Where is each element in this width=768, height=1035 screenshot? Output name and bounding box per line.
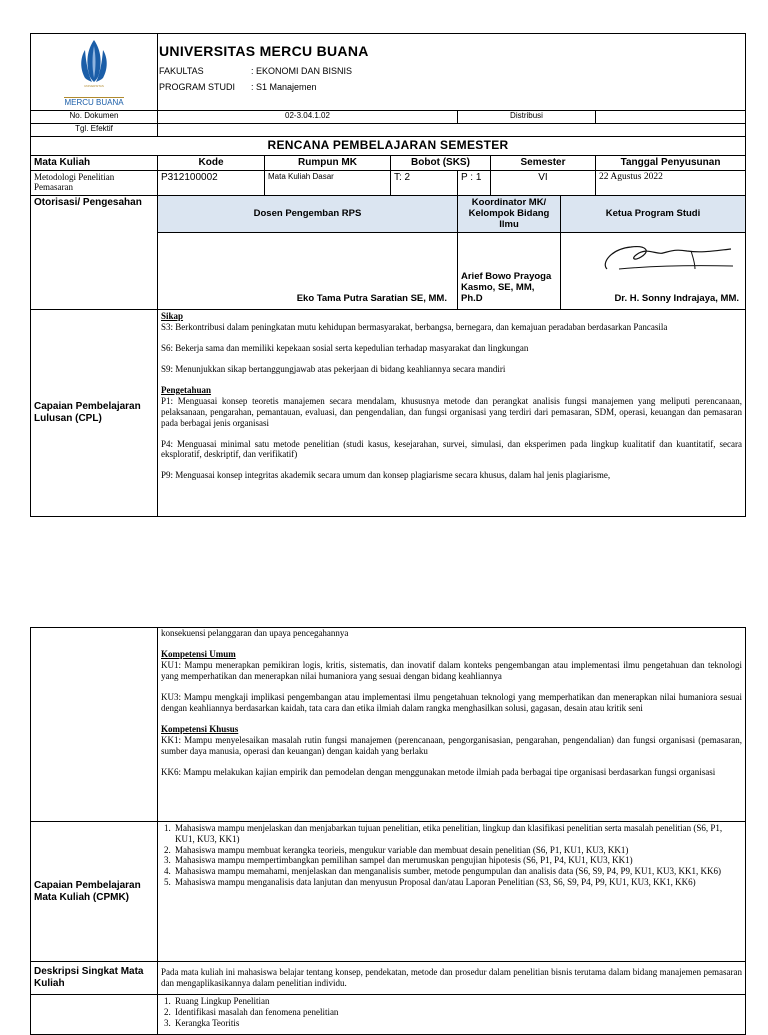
ku-title: Kompetensi Umum xyxy=(161,648,236,659)
cpmk-item: 5. Mahasiswa mampu menganalisis data lanjutan dan menyusun Proposal dan/atau Laporan Penelitian (S3, S6, S9, P4, P9, KU1, KU3, KK1, KK6) xyxy=(173,877,742,888)
document-page-1 xyxy=(30,33,745,517)
effective-date-value xyxy=(158,123,746,136)
cpl-s6: S6: Bekerja sama dan memiliki kepekaan sosial serta kepedulian terhadap masyarakat dan lingkungan xyxy=(161,342,529,353)
cpl-label: Capaian Pembelajaran Lulusan (CPL) xyxy=(31,309,158,516)
sikap-title: Sikap xyxy=(161,310,184,321)
cpmk-item: 1. Mahasiswa mampu menjelaskan dan menjabarkan tujuan penelitian, etika penelitian, lingkup dan klasifikasi penelitian serta masalah penelitian (S6, P1, KU1, KU3, KK1) xyxy=(173,823,742,845)
head-name: Dr. H. Sonny Indrajaya, MM. xyxy=(614,293,740,305)
document-page-2 xyxy=(30,627,745,1035)
cpl-p1: P1: Menguasai konsep teoretis manajemen secara mendalam, khususnya metode dan perangkat analisis fungsi manajemen yang meliputi perencanaan, pelaksanaan, pengarahan, pemantauan, evaluasi, dan pengendalian, dan fungsi organisasi yang terdiri dari pemasaran, SDM, operasi, keuangan dan pemasaran pada berbagai jenis organisasi xyxy=(161,395,743,428)
mercu-buana-logo-icon xyxy=(59,36,129,94)
kk-title: Kompetensi Khusus xyxy=(161,723,239,734)
effective-date-label: Tgl. Efektif xyxy=(31,123,158,136)
course-semester: VI xyxy=(491,170,596,195)
cpmk-label: Capaian Pembelajaran Mata Kuliah (CPMK) xyxy=(31,822,158,962)
cpl-s9: S9: Menunjukkan sikap bertanggungjawab atas pekerjaan di bidang keahliannya secara mandiri xyxy=(161,363,506,374)
dev-header: Dosen Pengemban RPS xyxy=(158,195,458,232)
col-credit: Bobot (SKS) xyxy=(391,155,491,170)
dev-name: Eko Tama Putra Saratian SE, MM. xyxy=(158,232,458,309)
col-code: Kode xyxy=(158,155,265,170)
credit-practice: P : 1 xyxy=(458,170,491,195)
pengetahuan-title: Pengetahuan xyxy=(161,384,212,395)
document-title: RENCANA PEMBELAJARAN SEMESTER xyxy=(31,136,746,155)
cpl-content-cont xyxy=(158,628,746,822)
coord-header: Koordinator MK/ Kelompok Bidang Ilmu xyxy=(458,195,561,232)
col-course: Mata Kuliah xyxy=(31,155,158,170)
cpl-kk1: KK1: Mampu menyelesaikan masalah rutin fungsi manajemen (perencanaan, pengorganisasian, pengarahan, pengendalian) dan fungsi organisasi (pemasaran, sumber daya manusia, operasi dan keuangan) dengan kaidah yang berlaku xyxy=(161,734,742,756)
course-name: Metodologi Penelitian Pemasaran xyxy=(31,170,158,195)
head-signature-cell xyxy=(561,232,746,309)
topics-label xyxy=(31,995,158,1035)
distribution-label: Distribusi xyxy=(458,110,596,123)
col-semester: Semester xyxy=(491,155,596,170)
logo-cell xyxy=(31,34,158,111)
logo-text: MERCU BUANA xyxy=(64,97,124,107)
university-info-cell xyxy=(158,34,746,111)
cpl-label-cont xyxy=(31,628,158,822)
cpl-p9: P9: Menguasai konsep integritas akademik secara umum dan konsep plagiarisme secara khusus, dalam hal jenis plagiarisme, xyxy=(161,470,611,481)
course-group: Mata Kuliah Dasar xyxy=(265,170,391,195)
doc-no-label: No. Dokumen xyxy=(31,110,158,123)
program-value: : S1 Manajemen xyxy=(251,81,317,92)
course-date: 22 Agustus 2022 xyxy=(596,170,746,195)
course-code: P312100002 xyxy=(158,170,265,195)
topics-content xyxy=(158,995,746,1035)
coord-name: Arief Bowo Prayoga Kasmo, SE, MM, Ph.D xyxy=(458,232,561,309)
description-text: Pada mata kuliah ini mahasiswa belajar tentang konsep, pendekatan, metode dan prosedur dalam penelitian bisnis terutama dalam bidang manajemen pemasaran dan mengaplikasikannya dalam penelitian individu. xyxy=(161,967,742,988)
cpmk-item: 2. Mahasiswa mampu membuat kerangka teorieis, mengukur variable dan membuat desain penelitian (S6, P1, KU1, KU3, KK1) xyxy=(173,845,742,856)
rps-header-table xyxy=(30,33,746,517)
col-date: Tanggal Penyusunan xyxy=(596,155,746,170)
signature-icon xyxy=(591,239,741,283)
topic-item: 2. Identifikasi masalah dan fenomena penelitian xyxy=(173,1007,742,1018)
university-name: UNIVERSITAS MERCU BUANA xyxy=(159,43,369,59)
cpmk-content xyxy=(158,822,746,962)
cpl-kk6: KK6: Mampu melakukan kajian empirik dan pemodelan dengan menggunakan metode ilmiah pada berbagai tipe organisasi berdasarkan fungsi organisasi xyxy=(161,766,716,777)
head-header: Ketua Program Studi xyxy=(561,195,746,232)
cpl-ku1: KU1: Mampu menerapkan pemikiran logis, kritis, sistematis, dan inovatif dalam konteks pengembangan atau implementasi ilmu pengetahuan dan teknologi yang memperhatikan dan menerapkan nilai humaniora yang sesuai dengan bidang keahliannya xyxy=(161,659,742,681)
faculty-value: : EKONOMI DAN BISNIS xyxy=(251,65,353,76)
col-group: Rumpun MK xyxy=(265,155,391,170)
description-label: Deskripsi Singkat Mata Kuliah xyxy=(31,962,158,995)
program-label: PROGRAM STUDI xyxy=(159,81,236,92)
cpl-ku3: KU3: Mampu mengkaji implikasi pengembangan atau implementasi ilmu pengetahuan teknologi yang memperhatikan dan menerapkan nilai humaniora sesuai dengan keahliannya berdasarkan kaidah, tata cara dan etika ilmiah dalam rangka menghasilkan solusi, gagasan, desain atau kritik seni xyxy=(161,691,742,713)
rps-continuation-table xyxy=(30,627,746,1035)
doc-no-value: 02-3.04.1.02 xyxy=(158,110,458,123)
cpl-p9-cont: konsekuensi pelanggaran dan upaya pencegahannya xyxy=(161,628,349,638)
logo-subtext: UNIVERSITAS xyxy=(84,84,104,88)
cpl-p4: P4: Menguasai minimal satu metode penelitian (studi kasus, kesejarahan, survei, simulasi, dan eksperimen pada lingkup kualitatif dan kuantitatif, secara eksploratif, deskriptif, dan verifikatif) xyxy=(161,438,743,460)
cpmk-list xyxy=(161,823,742,888)
topic-item: 1. Ruang Lingkup Penelitian xyxy=(173,996,742,1007)
cpmk-item: 4. Mahasiswa mampu memahami, menjelaskan dan menganalisis sumber, metode pengumpulan dan analisis data (S6, S9, P4, P9, KU1, KU3, KK1, KK6) xyxy=(173,866,742,877)
approval-label: Otorisasi/ Pengesahan xyxy=(31,195,158,309)
credit-theory: T: 2 xyxy=(391,170,458,195)
cpmk-item: 3. Mahasiswa mampu mempertimbangkan pemilihan sampel dan merumuskan pengujian hipotesis (S6, P1, P4, KU1, KU3, KK1) xyxy=(173,855,742,866)
cpl-content xyxy=(158,309,746,516)
cpl-s3: S3: Berkontribusi dalam peningkatan mutu kehidupan bermasyarakat, berbangsa, bernegara, dan kemajuan peradaban berdasarkan Pancasila xyxy=(161,321,668,332)
description-content xyxy=(158,962,746,995)
faculty-label: FAKULTAS xyxy=(159,65,204,76)
topic-item: 3. Kerangka Teoritis xyxy=(173,1018,742,1029)
distribution-value xyxy=(596,110,746,123)
